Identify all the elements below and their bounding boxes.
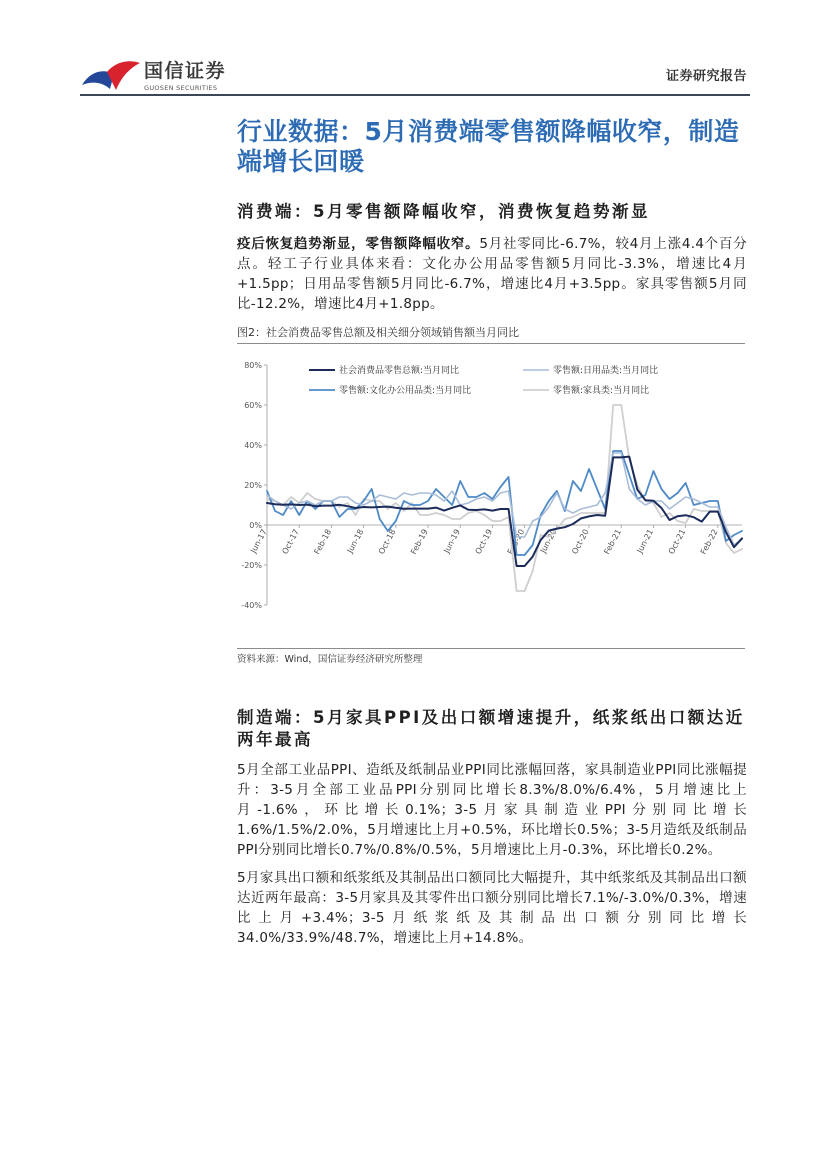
legend-label: 社会消费品零售总额:当月同比 <box>339 366 460 376</box>
report-type-label: 证券研究报告 <box>665 69 747 84</box>
header-divider <box>80 94 750 96</box>
series-group <box>267 405 742 591</box>
figure-caption: 图2：社会消费品零售总额及相关细分领域销售额当月同比 <box>237 326 519 339</box>
x-tick-label: Oct-18 <box>377 527 398 556</box>
consumer-heading: 消费端：5月零售额降幅收窄，消费恢复趋势渐显 <box>237 202 650 221</box>
consumer-lead: 疫后恢复趋势渐显，零售额降幅收窄。 <box>237 236 480 252</box>
y-tick-label: -40% <box>241 601 262 610</box>
x-tick-label: Oct-20 <box>570 527 591 556</box>
brand-name-cn: 国信证券 <box>144 60 227 82</box>
x-tick-label: Feb-22 <box>698 527 720 556</box>
y-tick-label: -20% <box>241 561 262 570</box>
brand-name-en: GUOSEN SECURITIES <box>144 84 218 92</box>
x-tick-label: Oct-21 <box>666 527 688 556</box>
x-tick-label: Feb-20 <box>505 527 527 556</box>
legend-label: 零售额:日用品类:当月同比 <box>553 366 659 376</box>
x-tick-label: Jun-21 <box>635 527 656 555</box>
legend-item-furniture <box>523 384 649 396</box>
consumer-paragraph <box>237 234 747 314</box>
manufacturing-paragraph-export: 5月家具出口额和纸浆纸及其制品出口额同比大幅提升，其中纸浆纸及其制品出口额达近两年最高：3-5月家具及其零件出口额分别同比增长7.1%/-3.0%/0.3%，增速比上月+3.4%；3-5月纸浆纸及其制品出口额分别同比增长34.0%/33.9%/48.7%，增速比上月+14.8%。 <box>237 870 747 946</box>
series-line-cultural-office <box>267 451 742 555</box>
y-tick-label: 20% <box>244 481 262 490</box>
legend-label: 零售额:文化办公用品类:当月同比 <box>339 386 472 396</box>
legend-item-total-retail <box>309 364 459 376</box>
y-tick-label: 60% <box>244 401 262 410</box>
x-tick-label: Feb-21 <box>602 527 624 556</box>
consumer-body: 5月社零同比-6.7%，较4月上涨4.4个百分点。轻工子行业具体来看：文化办公用品零售额5月同比-3.3%，增速比4月+1.5pp；日用品零售额5月同比-6.7%，增速比4月+3.5pp。家具零售额5月同比-12.2%，增速比4月+1.8pp。 <box>237 236 747 312</box>
chart-container <box>237 343 745 649</box>
x-tick-label: Jun-20 <box>538 527 559 555</box>
figure-source: 资料来源：Wind，国信证券经济研究所整理 <box>237 654 423 665</box>
retail-yoy-line-chart <box>237 344 745 648</box>
x-tick-label: Jun-18 <box>345 527 366 555</box>
x-tick-label: Feb-19 <box>409 527 430 556</box>
x-tick-label: Jun-17 <box>248 527 269 555</box>
x-tick-label: Oct-19 <box>473 527 495 556</box>
legend-item-cultural-office <box>309 384 471 396</box>
y-tick-label: 40% <box>244 441 262 450</box>
y-tick-label: 0% <box>249 521 262 530</box>
x-tick-label: Oct-17 <box>280 527 301 556</box>
x-tick-label: Jun-19 <box>442 527 462 555</box>
manufacturing-heading: 制造端：5月家具PPI及出口额增速提升，纸浆纸出口额达近两年最高 <box>237 708 745 749</box>
chart-legend <box>309 364 658 396</box>
legend-item-daily-goods <box>523 364 658 376</box>
legend-label: 零售额:家具类:当月同比 <box>553 386 650 396</box>
guosen-logo-icon <box>80 58 142 94</box>
page-title: 行业数据：5月消费端零售额降幅收窄，制造端增长回暖 <box>237 117 740 176</box>
y-tick-label: 80% <box>244 361 262 370</box>
x-tick-label: Feb-18 <box>312 527 334 556</box>
manufacturing-paragraph-ppi: 5月全部工业品PPI、造纸及纸制品业PPI同比涨幅回落，家具制造业PPI同比涨幅提升：3-5月全部工业品PPI分别同比增长8.3%/8.0%/6.4%，5月增速比上月-1.6%，环比增长0.1%；3-5月家具制造业PPI分别同比增长1.6%/1.5%/2.0%，5月增速比上月+0.5%，环比增长0.5%；3-5月造纸及纸制品PPI分别同比增长0.7%/0.8%/0.5%，5月增速比上月-0.3%，环比增长0.2%。 <box>237 762 747 858</box>
logo-red-wing <box>107 61 140 90</box>
